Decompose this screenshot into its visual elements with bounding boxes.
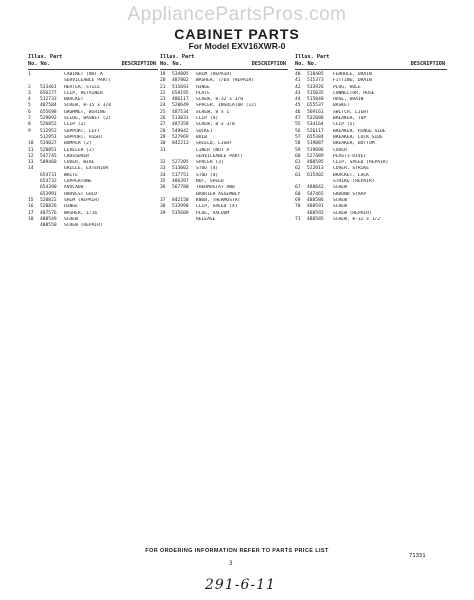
part-description: FERRULE, DRAIN bbox=[333, 72, 372, 77]
part-number: 487534 bbox=[172, 109, 189, 115]
part-number: 654390 bbox=[40, 185, 57, 191]
illus-number: 37 bbox=[160, 197, 166, 203]
part-number: 534027 bbox=[40, 141, 57, 147]
part-number: 487576 bbox=[40, 210, 57, 216]
ordering-info-footer: FOR ORDERING INFORMATION REFER TO PARTS PRICE LIST bbox=[145, 548, 329, 554]
illus-number: 68 bbox=[295, 191, 301, 197]
illus-number: 24 bbox=[160, 103, 166, 109]
illus-number: 12 bbox=[28, 153, 34, 159]
part-number: 535609 bbox=[172, 210, 189, 216]
header-illus-part: Illus. Part bbox=[28, 54, 63, 60]
part-description: SHIELD, LIGHT bbox=[196, 141, 232, 147]
part-description: LINER (NOT A bbox=[196, 147, 230, 153]
illus-number: 67 bbox=[295, 185, 301, 191]
header-no-no: No. No. bbox=[28, 61, 50, 67]
part-description: SHIM (REPAIR) bbox=[64, 197, 100, 203]
illus-number: 31 bbox=[160, 147, 166, 153]
illus-number: 45 bbox=[295, 103, 301, 109]
part-description: HOSE, DRAIN bbox=[333, 97, 364, 103]
part-description: SCREW bbox=[333, 197, 347, 203]
illus-number: 8 bbox=[28, 122, 31, 128]
part-number: 522013 bbox=[307, 166, 324, 172]
illus-number: 63 bbox=[295, 172, 301, 178]
part-description: SUPPORT, LEFT bbox=[64, 128, 100, 134]
part-number: 533998 bbox=[172, 204, 189, 210]
illus-number: 15 bbox=[28, 197, 34, 203]
part-number: 488642 bbox=[307, 185, 324, 191]
illus-number: 70 bbox=[295, 204, 301, 210]
illus-number: 57 bbox=[295, 134, 301, 140]
illus-number: 35 bbox=[160, 179, 166, 185]
part-description: GROMMET, WIRING bbox=[64, 109, 106, 115]
illus-number: 60 bbox=[295, 153, 301, 159]
illus-number: 23 bbox=[160, 97, 166, 103]
illus-number: 61 bbox=[295, 160, 301, 166]
page-subtitle: For Model EXV16XWR-0 bbox=[188, 41, 286, 51]
header-illus-part: Illus. Part bbox=[295, 54, 330, 60]
part-description: HINGE bbox=[196, 84, 210, 90]
part-description: SLIDE, BASKET (2) bbox=[64, 116, 112, 122]
illus-number: 71 bbox=[295, 216, 301, 222]
part-row bbox=[28, 223, 158, 229]
handwritten-note: 291-6-11 bbox=[205, 577, 276, 593]
part-number: 527205 bbox=[172, 160, 189, 166]
illus-number: 26 bbox=[160, 116, 166, 122]
part-description: COPPERTONE bbox=[64, 179, 92, 185]
illus-number: 14 bbox=[28, 166, 34, 172]
illus-number: 47 bbox=[295, 116, 301, 122]
illus-number: 28 bbox=[160, 128, 166, 134]
part-description: SCREW bbox=[333, 204, 347, 210]
part-description: SCREW (REPAIR) bbox=[64, 223, 103, 229]
illus-number: 41 bbox=[295, 78, 301, 84]
part-description: LEVELER (2) bbox=[64, 147, 95, 153]
part-number: 527969 bbox=[172, 134, 189, 140]
illus-number: 27 bbox=[160, 122, 166, 128]
parts-list bbox=[28, 72, 158, 229]
part-number: 515035 bbox=[307, 90, 324, 96]
part-description: GRILLE, EXTERIOR bbox=[64, 166, 109, 172]
part-number: 549042 bbox=[172, 128, 189, 134]
part-description: CROSSOVER bbox=[64, 153, 89, 159]
illus-number: 46 bbox=[295, 109, 301, 115]
part-description: HINGE bbox=[64, 204, 78, 210]
illus-number: 62 bbox=[295, 166, 301, 172]
part-description: THERMOSTAT AND bbox=[196, 185, 235, 191]
document-code: 71331 bbox=[409, 553, 426, 559]
illus-number: 20 bbox=[160, 78, 166, 84]
illus-number: 7 bbox=[28, 116, 31, 122]
parts-column-2 bbox=[160, 54, 288, 223]
watermark: AppliancePartsPros.com bbox=[127, 4, 347, 25]
illus-number: 3 bbox=[28, 90, 31, 96]
part-number: 526117 bbox=[307, 128, 324, 134]
part-number: 486397 bbox=[172, 179, 189, 185]
illus-number bbox=[28, 223, 40, 229]
illus-number: 2 bbox=[28, 84, 31, 90]
part-description: SCREW bbox=[64, 216, 78, 222]
part-number: 518405 bbox=[307, 72, 324, 77]
part-number: 526852 bbox=[40, 122, 57, 128]
part-description: BREAKER, LOCK SIDE bbox=[333, 134, 383, 140]
part-description: COVER bbox=[333, 147, 347, 153]
part-number: 527489 bbox=[307, 153, 324, 159]
part-description: CLIP (4) bbox=[196, 116, 219, 122]
part-description: BUMPER (2) bbox=[64, 141, 92, 147]
illus-number: 9 bbox=[28, 128, 31, 134]
illus-number: 25 bbox=[160, 109, 166, 115]
part-description: PLATE bbox=[196, 90, 210, 96]
part-description: BARRIER ASSEMBLY bbox=[196, 191, 241, 197]
part-number: 658195 bbox=[172, 90, 189, 96]
illus-number: 17 bbox=[28, 210, 34, 216]
part-description: SCREW, 8-32 x 1/2 bbox=[333, 216, 381, 222]
illus-number: 16 bbox=[28, 204, 34, 210]
part-description: WASHER, 7/64 (REPAIR) bbox=[196, 78, 255, 84]
part-description: BREAKER, HINGE SIDE bbox=[333, 128, 386, 134]
part-number: 488586 bbox=[307, 197, 324, 203]
column-header bbox=[295, 54, 447, 70]
part-number: 512952 bbox=[40, 128, 57, 134]
part-description: CLIP (5) bbox=[333, 122, 356, 128]
part-description: CABINET (NOT A bbox=[64, 72, 103, 77]
part-description: PLUG, HOLE bbox=[333, 84, 361, 90]
part-number: 488585 bbox=[307, 216, 324, 222]
part-number: 569161 bbox=[307, 109, 324, 115]
illus-number: 59 bbox=[295, 147, 301, 153]
header-no-no: No. No. bbox=[295, 61, 317, 67]
part-description: BASKET bbox=[333, 103, 350, 109]
header-description: DESCRIPTION bbox=[251, 61, 286, 67]
header-no-no: No. No. bbox=[160, 61, 182, 67]
header-illus-part: Illus. Part bbox=[160, 54, 195, 60]
column-header bbox=[28, 54, 158, 70]
illus-number: 44 bbox=[295, 97, 301, 103]
part-description: PLASTI-RIVET bbox=[333, 153, 367, 159]
part-description: WASHER, 1/16 bbox=[64, 210, 98, 216]
part-description: SHIM (REPAIR) bbox=[196, 72, 232, 77]
illus-number: 1 bbox=[28, 72, 31, 77]
illus-number: 10 bbox=[28, 141, 34, 147]
part-number: 653991 bbox=[40, 191, 57, 197]
part-number: 520826 bbox=[40, 204, 57, 210]
part-number: 487802 bbox=[172, 78, 189, 84]
part-number: 534164 bbox=[307, 122, 324, 128]
illus-number: 55 bbox=[295, 122, 301, 128]
part-number: 488592 bbox=[307, 210, 324, 216]
part-number: 842213 bbox=[172, 141, 189, 147]
part-number: 487358 bbox=[172, 122, 189, 128]
part-number: 512733 bbox=[40, 97, 57, 103]
part-number: 487584 bbox=[40, 103, 57, 109]
part-description: STUD (4) bbox=[196, 172, 219, 178]
part-description: SCREW, 8-32 x 3/8 bbox=[196, 97, 244, 103]
illus-number: 29 bbox=[160, 134, 166, 140]
column-header bbox=[160, 54, 288, 70]
illus-number: 39 bbox=[160, 210, 166, 216]
part-description: CLIP, RETAINER bbox=[64, 90, 103, 96]
part-number: 488591 bbox=[307, 204, 324, 210]
part-description: CLIP, SPEED (4) bbox=[196, 204, 238, 210]
part-description: BRACKET bbox=[64, 97, 84, 103]
part-number: 512951 bbox=[40, 134, 57, 140]
part-description: BRACKET, LOCK bbox=[333, 172, 369, 178]
illus-number: 13 bbox=[28, 160, 34, 166]
illus-number: 56 bbox=[295, 128, 301, 134]
illus-number: 36 bbox=[160, 185, 166, 191]
part-number: 655698 bbox=[40, 109, 57, 115]
part-description: SERVICEABLE PART) bbox=[196, 153, 244, 159]
part-number: 515373 bbox=[307, 78, 324, 84]
part-row bbox=[295, 217, 447, 223]
part-description: BREAKER, TOP bbox=[333, 116, 367, 122]
part-number: 520851 bbox=[40, 147, 57, 153]
part-number: 534805 bbox=[172, 72, 189, 77]
illus-number: 4 bbox=[28, 97, 31, 103]
illus-number: 11 bbox=[28, 147, 34, 153]
illus-number: 5 bbox=[28, 103, 31, 109]
illus-number: 40 bbox=[295, 72, 301, 77]
illus-number: 19 bbox=[160, 72, 166, 77]
part-description: NUT, SPEED bbox=[196, 179, 224, 185]
part-description: CONNECTOR, HOSE bbox=[333, 90, 375, 96]
illus-number: 6 bbox=[28, 109, 31, 115]
part-description: WHITE bbox=[64, 172, 78, 178]
illus-number: 42 bbox=[295, 84, 301, 90]
part-description: SCREW, 8 x 1 bbox=[196, 109, 230, 115]
part-number: 519087 bbox=[307, 141, 324, 147]
part-number: 532088 bbox=[307, 116, 324, 122]
part-number: 511693 bbox=[172, 84, 189, 90]
part-number: 520649 bbox=[172, 103, 189, 109]
part-number: 656277 bbox=[40, 90, 57, 96]
part-description: STUD (4) bbox=[196, 166, 219, 172]
part-number: 655384 bbox=[307, 134, 324, 140]
part-description: SUPPORT, RIGHT bbox=[64, 134, 103, 140]
part-description: STRIKE (REPAIR) bbox=[333, 179, 375, 185]
part-description: SPACER, INSULATOR (12) bbox=[196, 103, 257, 109]
part-description: RELEASE bbox=[196, 216, 216, 222]
header-description: DESCRIPTION bbox=[410, 61, 445, 67]
part-description: SCREW (REPAIR) bbox=[333, 210, 372, 216]
illus-number bbox=[160, 217, 172, 223]
part-number: 533926 bbox=[307, 84, 324, 90]
part-number: 654732 bbox=[40, 179, 57, 185]
part-number: 520822 bbox=[40, 197, 57, 203]
part-number: 567780 bbox=[172, 185, 189, 191]
part-description: SPACER (3) bbox=[196, 160, 224, 166]
part-number: 655537 bbox=[307, 103, 324, 109]
part-description: CLIP, SPEED (REPAIR) bbox=[333, 160, 389, 166]
part-description: SCREW bbox=[333, 185, 347, 191]
part-number: 509468 bbox=[40, 160, 57, 166]
page-number: 3 bbox=[229, 560, 233, 567]
part-number: 654731 bbox=[40, 172, 57, 178]
part-description: SERVICEABLE PART) bbox=[64, 78, 112, 84]
part-description: FITTING, DRAIN bbox=[333, 78, 372, 84]
part-number: 615402 bbox=[307, 172, 324, 178]
part-description: HARVEST GOLD bbox=[64, 191, 98, 197]
part-description: BULB bbox=[196, 134, 208, 140]
part-number: 488595 bbox=[307, 160, 324, 166]
part-number: 513002 bbox=[172, 166, 189, 172]
parts-list bbox=[160, 72, 288, 223]
part-description: CLIP (2) bbox=[64, 122, 87, 128]
part-description: GROUND STRAP bbox=[333, 191, 367, 197]
part-description: COVER, WIRE bbox=[64, 160, 95, 166]
part-description: PLUG, VACUUM bbox=[196, 210, 230, 216]
part-number: 515040 bbox=[307, 97, 324, 103]
part-number: 488549 bbox=[40, 216, 57, 222]
part-description: COVER, STRIKE bbox=[333, 166, 369, 172]
part-description: HEATER, STILE bbox=[64, 84, 100, 90]
illus-number: 43 bbox=[295, 90, 301, 96]
page-title: CABINET PARTS bbox=[174, 26, 300, 42]
part-number: 529092 bbox=[40, 116, 57, 122]
parts-column-1 bbox=[28, 54, 158, 229]
part-number: 547465 bbox=[307, 191, 324, 197]
part-number: 486117 bbox=[172, 97, 189, 103]
part-description: KNOB, THERMOSTAT bbox=[196, 197, 241, 203]
part-description: AVOCADO bbox=[64, 185, 84, 191]
part-description: SWITCH, LIGHT bbox=[333, 109, 369, 115]
part-number: 519096 bbox=[307, 147, 324, 153]
illus-number: 30 bbox=[160, 141, 166, 147]
illus-number: 58 bbox=[295, 141, 301, 147]
illus-number: 18 bbox=[28, 216, 34, 222]
parts-list bbox=[295, 72, 447, 223]
illus-number: 69 bbox=[295, 197, 301, 203]
illus-number: 34 bbox=[160, 172, 166, 178]
illus-number: 22 bbox=[160, 90, 166, 96]
part-number: 842150 bbox=[172, 197, 189, 203]
illus-number: 38 bbox=[160, 204, 166, 210]
part-description: SOCKET bbox=[196, 128, 213, 134]
illus-number: 21 bbox=[160, 84, 166, 90]
part-number: 488550 bbox=[40, 223, 57, 229]
part-number: 547745 bbox=[40, 153, 57, 159]
part-number: 517751 bbox=[172, 172, 189, 178]
part-description: SCREW, 8-15 x 3/8 bbox=[64, 103, 112, 109]
part-number: 513031 bbox=[172, 116, 189, 122]
header-description: DESCRIPTION bbox=[121, 61, 156, 67]
part-description: BREAKER, BOTTOM bbox=[333, 141, 375, 147]
illus-number: 33 bbox=[160, 166, 166, 172]
part-description: SCREW, 8 x 3/8 bbox=[196, 122, 235, 128]
part-row bbox=[160, 217, 288, 223]
illus-number: 32 bbox=[160, 160, 166, 166]
part-number: 533461 bbox=[40, 84, 57, 90]
parts-column-3 bbox=[295, 54, 447, 223]
part-number bbox=[172, 217, 196, 223]
